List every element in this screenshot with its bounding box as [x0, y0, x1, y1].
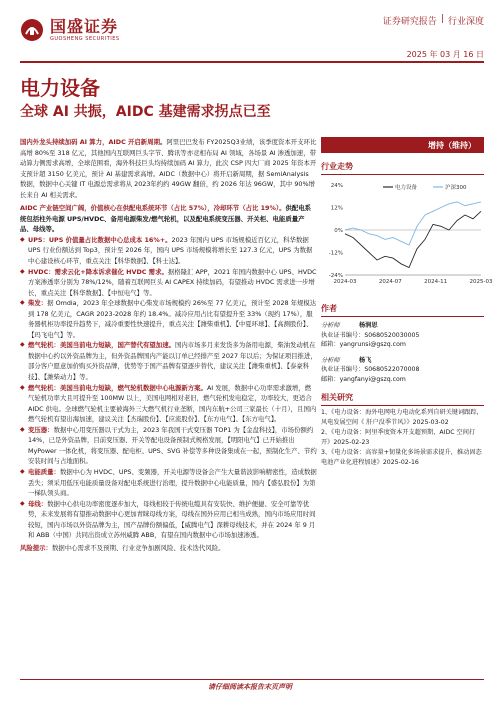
analyst-cert: 执业证书编号：S0680520030005 — [321, 331, 420, 339]
report-header — [0, 0, 500, 60]
x-tick-label: 2024-03 — [333, 279, 357, 285]
bullet-lead: 柴发： — [28, 299, 48, 308]
y-tick-label: 0% — [334, 228, 343, 234]
analyst-role: 分析师 — [321, 356, 340, 364]
report-date: 2025 年 03 月 16 日 — [406, 50, 484, 59]
risk-text: 数据中心需求不及预期、行业竞争加剧风险、技术迭代风险。 — [51, 543, 225, 552]
analyst-name: 杨飞 — [359, 356, 372, 364]
bullet-text: 国内市场多月来发货多为备用电源，柴油发动机在数据中心约以外资品牌为主，但外资品牌国内产能以订单已经排产至 2027 年以后；为保证项目推进，部分客户愿意加价购买外资品牌，优势等于国产品牌有望逐步替代，建议关注【潍柴重机】、【泰豪科技】、【潍柴动力】等。 — [28, 341, 317, 382]
bullet-icon: ◆ — [20, 383, 25, 391]
section-text: 供配电系统包括柱外电源 UPS/HVDC、备用电源柴发/燃气轮机，以及配电系统变压器、开关柜、电能质量产品、母线等。 — [20, 204, 312, 234]
bullet-ups — [20, 235, 317, 267]
bullet-lead: HVDC：需求云化+降本诉求催化 HVDC 需求。 — [28, 267, 168, 276]
x-tick-label: 2024-07 — [378, 279, 402, 285]
bullet-lead: 电能质量： — [28, 467, 60, 476]
analyst-name-row — [321, 356, 484, 366]
bullet-busway — [20, 499, 317, 541]
analyst-title: 作者 — [321, 303, 484, 317]
x-tick-label: 2025-03 — [469, 279, 493, 285]
bullet-lead: UPS：UPS 价值量占比数据中心总成本 16%+。 — [28, 235, 172, 244]
bullet-text: 数据中心供电功率密度逐步加大，母线相较于传统电缆具有安装快、维护便捷、安全可靠等优势，未来发展将有望推动数据中心更加青睐母线方案，母线在国外应用已相当成熟，国内市场应用时间较短，国内市场以外资品牌为主，国产品牌份额偏低，【威腾电气】深耕母线技术，并在 2024 年 9 月和 ABB（中国）共同出资成立苏州威腾 ABB，有望在国内数据中心市场加速渗透。 — [28, 499, 316, 540]
risk-lead: 风险提示： — [20, 543, 52, 552]
bullet-icon: ◆ — [20, 267, 25, 275]
analyst-email[interactable]: 邮箱：yangrunsi@gszq.com — [321, 341, 406, 348]
report-body — [20, 137, 317, 553]
guosheng-logo-icon — [20, 18, 44, 42]
intro-lead: 国内外龙头持续加码 AI 算力，AIDC 开启新周期。 — [20, 138, 167, 146]
report-type-label — [383, 14, 484, 27]
bullet-text: 数据中心用变压器以干式为主，2023 年我国干式变压器 TOP1 为【金盘科技】，市场份额约 14%，已是外资品牌，目前变压器、开关等配电设备预制式规格发展，【明阳电气】已开始推出 MyPower 一体化机，将变压器、配电柜、UPS、SVG 补偿等多种设备集成在一起，预制化生产、节约安装时间与占地面积。 — [28, 425, 317, 466]
bullet-lead: 母线： — [28, 499, 48, 508]
bullet-icon: ◆ — [20, 499, 25, 507]
bullet-text: 据格隆汇 APP，2021 年国内数据中心 UPS、HVDC 方案渗透率分别为 78%/12%，随着互联网巨头 AI CAPEX 持续加码，有望推动 HVDC 需求进一步增长，重点关注【科华数据】、【中恒电气】等。 — [28, 267, 317, 297]
y-tick-label: -12% — [328, 250, 343, 257]
company-name-cn: 国盛证券 — [50, 17, 119, 36]
footer-divider — [20, 679, 484, 680]
bullet-text: AI 发展，数据中心功率需求激增，燃气轮机功率大且可提升至 100MW 以上，美国电网相对老旧，燃气轮机发电稳定，功率较大，更适合 AIDC 供电。全球燃气轮机主要被海外三大燃气机行业垄断，国内东航+公司三家最长（十月），且国内燃气轮机有望出海加速，建议关注【杰瑞股份】、【应流股份】、【东方电气】、【东方电气】。 — [28, 383, 317, 424]
y-tick-label: 12% — [330, 205, 343, 212]
bullet-icon: ◆ — [20, 467, 25, 475]
analyst-name-row — [321, 321, 484, 331]
bullet-icon: ◆ — [20, 425, 25, 433]
header-separator: | — [440, 14, 444, 24]
section-lead: AIDC 产业链空间广阔，价值核心在供配电系统环节（占比 57%），冷却环节（占比 19%）。 — [20, 204, 286, 213]
analyst-name: 杨润思 — [359, 322, 378, 329]
trend-title: 行业走势 — [321, 161, 484, 175]
related-item[interactable]: 1、《电力设备：海外电网电力电动化系列自研关键词跟踪，风电发展空间《 肝户没季节风》》2025-03-02 — [321, 409, 483, 426]
industry-trend-chart — [321, 179, 493, 291]
bullet-text: 据 Omdia，2023 年全球数据中心柴发市场规模约 26%至 77 亿美元，预计至 2028 年规模达到 178 亿美元，CAGR 2023-2028 年约 18.4%。减冷应用占比有望提升至 33%（现约 17%），服务器机柜功率提升趋势下，减冷重要性快速提升，重点关注【潍柴重机】、【中夏环球】、【高测股份】、【玛飞电气】等。 — [28, 299, 317, 339]
industry-title: 电力设备 — [20, 76, 100, 100]
bullet-hvdc — [20, 267, 317, 299]
x-tick-label: 2024-11 — [424, 279, 448, 285]
analyst-email[interactable]: 邮箱：yangfanyi@gszq.com — [321, 375, 406, 383]
related-title: 相关研究 — [321, 392, 484, 406]
rating-badge: 增持（维持） — [321, 137, 484, 153]
related-item[interactable]: 2、《电力设备：阿里季度资本开支超预期，AIDC 空间打开》2025-02-23 — [321, 429, 476, 446]
bullet-icon: ◆ — [20, 299, 25, 307]
bullet-lead: 燃气轮机：美国当前电力短缺，国产替代有望加速。 — [28, 341, 175, 350]
analyst-cert: 执业证书编号：S0680522070008 — [321, 366, 420, 373]
bullet-transformer — [20, 425, 317, 467]
report-headline: 全球 AI 共振，AIDC 基建需求拐点已至 — [20, 104, 271, 120]
related-research-list — [321, 408, 484, 468]
bullet-domestic — [20, 340, 317, 382]
report-type: 证券研究报告 — [382, 17, 437, 27]
y-tick-label: 24% — [330, 183, 343, 189]
y-tick-label: -24% — [328, 273, 343, 279]
intro-text: 阿里巴巴发布 FY2025Q3业绩，该季度资本开支环比高增 80%至 318 亿元，其他国内互联网巨头字节、腾讯等亦竞相布局 AI 领域，各场景 AI 渗透加速，带动算力侧需求高增，全球范围看，海外科技巨头均持续加码 AI 算力，此次 CSP 四大厂商 2025 年资本开支预计超 3150 亿美元，预计 AI 基建需求高增。AIDC（数据中心）将开启新周期，据 SemiAnalysis 数据，数据中心关键 IT 电源总需求将从 2023年约约 49GW 翻倍，约 2026 年达 96GW，其中 90%增长来自 AI 相关需求。 — [20, 138, 317, 199]
bullet-text: 数据中心为 HVDC、UPS、变频器，开关电源等设备会产生大量谐波影响精密性，造成数据丢失；须采用低压电能质量设备对配电系统进行治理，提升数据中心电能质量，国内【盛弘股份】为第一梯队领头商。 — [28, 467, 317, 498]
footer-disclaimer: 请仔细阅读本报告末页声明 — [208, 683, 292, 691]
section-paragraph — [20, 203, 317, 235]
series-line-1 — [345, 202, 481, 245]
bullet-lead: 燃气轮机：美国当前电力短缺，燃气轮机数据中心电源新方案。 — [28, 383, 207, 392]
intro-paragraph — [20, 137, 317, 200]
legend-label: 电力设备 — [395, 185, 418, 191]
bullet-gas-turbine — [20, 383, 317, 425]
bullet-lead: 变压器： — [28, 425, 54, 434]
company-logo — [20, 18, 120, 42]
bullet-icon: ◆ — [20, 235, 25, 243]
header-divider — [20, 61, 484, 63]
risk-paragraph — [20, 543, 317, 554]
bullet-power-quality — [20, 467, 317, 499]
bullet-chaifa — [20, 298, 317, 340]
analyst-role: 分析师 — [321, 322, 340, 329]
legend-label: 沪深300 — [445, 185, 467, 191]
sidebar — [321, 137, 493, 468]
report-depth: 行业深度 — [447, 17, 484, 27]
bullet-icon: ◆ — [20, 341, 25, 349]
series-line-0 — [345, 211, 481, 267]
analyst-list — [321, 321, 484, 384]
bullet-text: 2023 年国内 UPS 市场规模近百亿元，科华数据 UPS 行业份额达到 Top3，预计至 2026 年，国内 UPS 市场规模将增长至 127.3 亿元，UPS 为数据中心建设核心环节，重点关注【科华数据】、【科士达】。 — [28, 235, 313, 266]
company-name-en: GUOSHENG SECURITIES — [50, 36, 120, 42]
related-item[interactable]: 3、《电力设备：高容量+韧量化多场景需求提升，推动固态电池产业化进程加速》2025-02-16 — [321, 449, 482, 466]
